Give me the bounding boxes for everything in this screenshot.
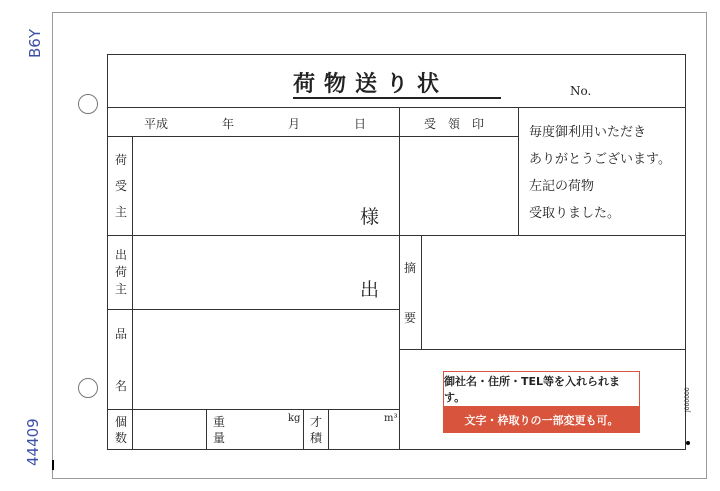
rule-vertical-main xyxy=(399,107,400,449)
item-label-2: 名 xyxy=(115,379,128,393)
rule-consignee xyxy=(108,235,685,236)
thank-you-message xyxy=(529,119,671,227)
rule-header xyxy=(108,107,685,108)
date-day: 日 xyxy=(354,117,367,131)
volume-label-1: 才 xyxy=(310,415,323,429)
customization-notice xyxy=(443,371,640,433)
product-code: J000000 xyxy=(684,387,691,412)
shipper-label-2: 荷 xyxy=(115,265,128,279)
side-code-top: B6Y xyxy=(26,29,44,58)
weight-unit: kg xyxy=(288,413,301,424)
message-line: 受取りました。 xyxy=(529,206,621,221)
consignee-honorific: 様 xyxy=(360,206,380,228)
title-underline xyxy=(293,97,501,99)
weight-label-1: 重 xyxy=(213,415,226,429)
rule-date xyxy=(108,136,518,137)
rule-volume xyxy=(328,409,329,449)
notice-modification: 文字・枠取りの一部変更も可。 xyxy=(443,406,640,433)
registration-dot xyxy=(686,441,690,445)
rule-remarks-label xyxy=(421,235,422,349)
rule-remarks xyxy=(399,349,685,350)
message-line: 左記の荷物 xyxy=(529,179,595,194)
punch-hole-top xyxy=(78,94,98,114)
shipper-mark: 出 xyxy=(360,279,380,301)
side-code-bottom: 44409 xyxy=(24,418,42,466)
punch-hole-bottom xyxy=(78,378,98,398)
edge-tick-mark xyxy=(52,460,54,470)
shipper-label-1: 出 xyxy=(115,248,128,262)
number-label: No. xyxy=(570,84,592,98)
rule-shipper xyxy=(108,309,399,310)
count-label-2: 数 xyxy=(115,431,128,445)
consignee-label-3: 主 xyxy=(115,205,128,219)
count-label-1: 個 xyxy=(115,415,128,429)
shipping-slip-form xyxy=(107,54,686,450)
volume-label-2: 積 xyxy=(310,431,323,445)
shipper-label-3: 主 xyxy=(115,282,128,296)
message-line: ありがとうございます。 xyxy=(529,152,671,167)
rule-items xyxy=(108,409,399,410)
rule-vertical-message xyxy=(518,107,519,235)
rule-label-column xyxy=(132,136,133,449)
date-month: 月 xyxy=(288,117,301,131)
receipt-stamp-label: 受 領 印 xyxy=(424,117,485,131)
remarks-label-1: 摘 xyxy=(404,261,417,275)
rule-weight xyxy=(303,409,304,449)
date-era: 平成 xyxy=(144,117,169,131)
message-line: 毎度御利用いただき xyxy=(529,125,647,140)
notice-company-info: 御社名・住所・TEL等を入れられます。 xyxy=(443,371,640,407)
volume-unit: m³ xyxy=(384,413,398,424)
consignee-label-2: 受 xyxy=(115,179,128,193)
rule-count xyxy=(206,409,207,449)
consignee-label-1: 荷 xyxy=(115,153,128,167)
date-year: 年 xyxy=(222,117,235,131)
form-title: 荷物送り状 xyxy=(293,71,449,97)
weight-label-2: 量 xyxy=(213,431,226,445)
remarks-label-2: 要 xyxy=(404,311,417,325)
item-label-1: 品 xyxy=(115,327,128,341)
